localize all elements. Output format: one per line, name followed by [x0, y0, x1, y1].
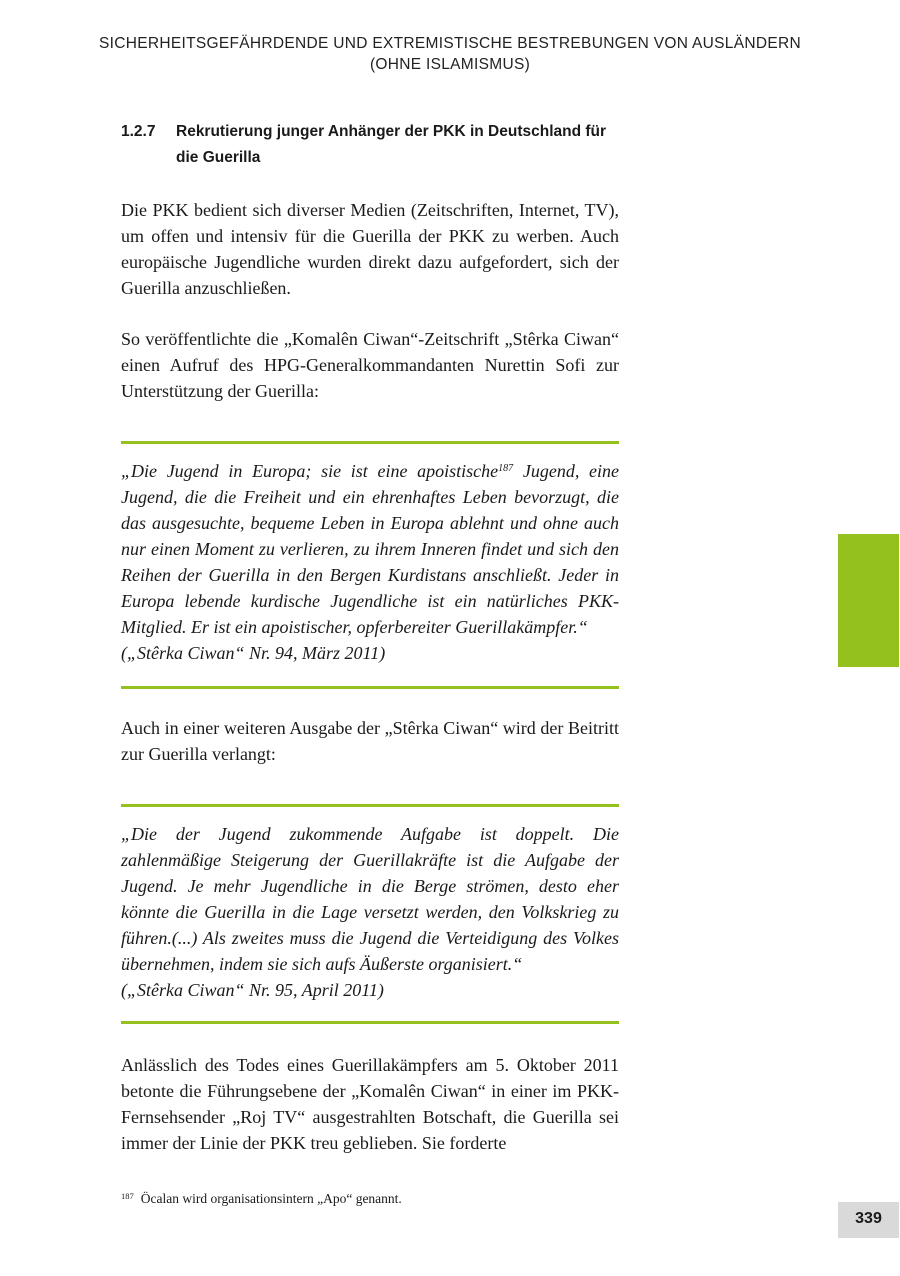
- section-number: 1.2.7: [121, 123, 156, 140]
- running-header: [0, 33, 900, 75]
- footnote-text: Öcalan wird organisationsintern „Apo“ genannt.: [140, 1191, 402, 1206]
- paragraph-3: Auch in einer weiteren Ausgabe der „Stêrka Ciwan“ wird der Beitritt zur Guerilla verlangt:: [121, 718, 619, 764]
- quote-1-text-end: Jugend, eine Jugend, die die Freiheit und ein ehrenhaftes Leben bevorzugt, die das ausgesuchte, bequeme Leben in Europa ablehnt und ohne auch nur einen Moment zu verlieren, zu ihrem Inneren findet und sich den Reihen der Guerilla in den Bergen Kurdistans anschließt. Jeder in Europa lebende kurdische Jugendliche ist ein natürliches PKK-Mitglied. Er ist ein apoistischer, opferbereiter Guerillakämpfer.“: [121, 461, 619, 637]
- page-number: 339: [838, 1202, 899, 1238]
- quote-2-source: („Stêrka Ciwan“ Nr. 95, April 2011): [121, 980, 384, 1000]
- section-title: Rekrutierung junger Anhänger der PKK in Deutschland für die Guerilla: [176, 123, 607, 166]
- quote-1-text: [121, 458, 619, 640]
- footnote: [121, 1187, 619, 1208]
- footnote-ref-187: 187: [498, 463, 514, 474]
- footnote-number: 187: [121, 1191, 134, 1201]
- chapter-side-tab: [838, 534, 899, 667]
- header-line-2: (OHNE ISLAMISMUS): [369, 56, 531, 73]
- quote-1-source: („Stêrka Ciwan“ Nr. 94, März 2011): [121, 643, 386, 663]
- quote-2-text: „Die der Jugend zukommende Aufgabe ist doppelt. Die zahlenmäßige Steigerung der Guerillakräfte ist die Aufgabe der Jugend. Je mehr Jugendliche in die Berge strömen, desto eher könnte die Guerilla in die Lage versetzt werden, den Volkskrieg zu führen.(...) Als zweites muss die Jugend die Verteidigung des Volkes übernehmen, indem sie sich aufs Äußerste organisiert.“: [121, 824, 619, 974]
- paragraph-2: So veröffentlichte die „Komalên Ciwan“-Zeitschrift „Stêrka Ciwan“ einen Aufruf des HPG-Generalkommandanten Nurettin Sofi zur Unterstützung der Guerilla:: [121, 329, 619, 401]
- quote-box-1: [121, 441, 619, 689]
- paragraph-4: Anlässlich des Todes eines Guerillakämpfers am 5. Oktober 2011 betonte die Führungsebene der „Komalên Ciwan“ in einer im PKK-Fernsehsender „Roj TV“ ausgestrahlten Botschaft, die Guerilla sei immer der Linie der PKK treu geblieben. Sie forderte: [121, 1055, 619, 1153]
- header-line-1: SICHERHEITSGEFÄHRDENDE UND EXTREMISTISCHE BESTREBUNGEN VON AUSLÄNDERN: [99, 35, 801, 52]
- quote-1-text-start: „Die Jugend in Europa; sie ist eine apoistische: [121, 461, 499, 481]
- paragraph-1: Die PKK bedient sich diverser Medien (Zeitschriften, Internet, TV), um offen und intensiv für die Guerilla der PKK zu werben. Auch europäische Jugendliche wurden direkt dazu aufgefordert, sich der Guerilla anzuschließen.: [121, 200, 619, 298]
- quote-box-2: [121, 804, 619, 1024]
